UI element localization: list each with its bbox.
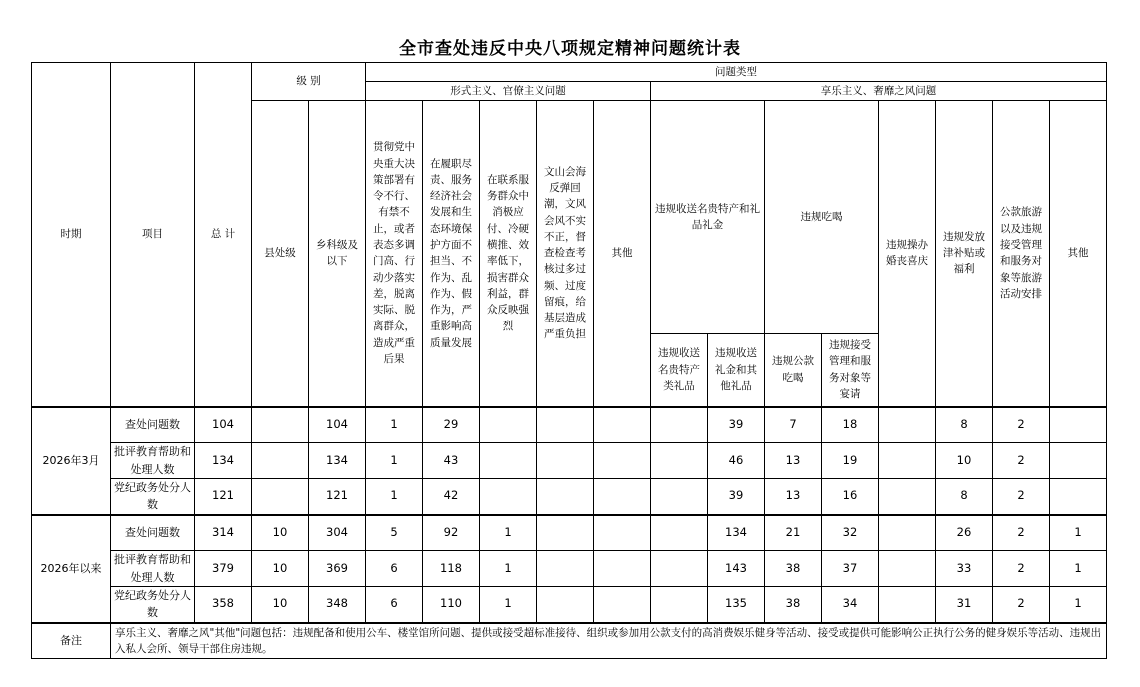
cell-formalism-2: 43 [423, 443, 480, 479]
cell-travel: 2 [993, 515, 1050, 551]
cell-dining-banquet: 37 [822, 551, 879, 587]
cell-dining-banquet: 32 [822, 515, 879, 551]
header-dining-banquet: 违规接受管理和服务对象等宴请 [822, 334, 879, 407]
header-gifts-specialty: 违规收送名贵特产类礼品 [651, 334, 708, 407]
header-wedding: 违规操办婚丧喜庆 [879, 101, 936, 407]
cell-total: 104 [195, 407, 252, 443]
cell-wedding [879, 479, 936, 515]
cell-total: 314 [195, 515, 252, 551]
cell-formalism-4 [537, 515, 594, 551]
cell-travel: 2 [993, 407, 1050, 443]
item-cell: 查处问题数 [111, 407, 195, 443]
cell-formalism-other [594, 407, 651, 443]
cell-gifts-specialty [651, 587, 708, 623]
cell-county-level: 10 [252, 587, 309, 623]
cell-county-level [252, 479, 309, 515]
cell-gifts-cash: 39 [708, 407, 765, 443]
header-item: 项目 [111, 63, 195, 407]
cell-formalism-other [594, 443, 651, 479]
cell-county-level [252, 407, 309, 443]
cell-gifts-cash: 135 [708, 587, 765, 623]
header-formalism-2: 在履职尽责、服务经济社会发展和生态环境保护方面不担当、不作为、乱作为、假作为，严重影响高质量发展 [423, 101, 480, 407]
cell-formalism-3 [480, 443, 537, 479]
cell-formalism-other [594, 551, 651, 587]
table-row [32, 407, 1107, 443]
cell-total: 379 [195, 551, 252, 587]
cell-dining-public: 38 [765, 587, 822, 623]
cell-county-level [252, 443, 309, 479]
cell-formalism-2: 42 [423, 479, 480, 515]
cell-county-level: 10 [252, 551, 309, 587]
cell-subsidy: 31 [936, 587, 993, 623]
item-cell: 查处问题数 [111, 515, 195, 551]
header-gifts: 违规收送名贵特产和礼品礼金 [651, 101, 765, 334]
cell-gifts-specialty [651, 407, 708, 443]
cell-total: 121 [195, 479, 252, 515]
cell-travel: 2 [993, 479, 1050, 515]
cell-hedonism-other: 1 [1050, 515, 1107, 551]
header-gifts-cash: 违规收送礼金和其他礼品 [708, 334, 765, 407]
cell-gifts-cash: 39 [708, 479, 765, 515]
period-cell: 2026年3月 [32, 407, 111, 515]
cell-formalism-1: 1 [366, 443, 423, 479]
cell-total: 358 [195, 587, 252, 623]
cell-formalism-2: 110 [423, 587, 480, 623]
cell-formalism-2: 92 [423, 515, 480, 551]
header-problem-type: 问题类型 [366, 63, 1107, 82]
cell-gifts-cash: 134 [708, 515, 765, 551]
note-text: 享乐主义、奢靡之风"其他"问题包括：违规配备和使用公车、楼堂馆所问题、提供或接受超标准接待、组织或参加用公款支付的高消费娱乐健身等活动、接受或提供可能影响公正执行公务的健身娱乐等活动、违规出入私人会所、领导干部住房违规。 [111, 623, 1107, 659]
cell-formalism-4 [537, 551, 594, 587]
cell-dining-public: 38 [765, 551, 822, 587]
item-cell: 党纪政务处分人数 [111, 587, 195, 623]
data-body [32, 407, 1107, 623]
header-travel: 公款旅游以及违规接受管理和服务对象等旅游活动安排 [993, 101, 1050, 407]
period-cell: 2026年以来 [32, 515, 111, 623]
cell-subsidy: 8 [936, 407, 993, 443]
cell-formalism-1: 5 [366, 515, 423, 551]
cell-formalism-1: 6 [366, 587, 423, 623]
header-dining-public: 违规公款吃喝 [765, 334, 822, 407]
table-row [32, 443, 1107, 479]
cell-gifts-specialty [651, 515, 708, 551]
cell-county-level: 10 [252, 515, 309, 551]
table-row [32, 479, 1107, 515]
cell-township-level: 369 [309, 551, 366, 587]
cell-gifts-cash: 143 [708, 551, 765, 587]
note-label: 备注 [32, 623, 111, 659]
header-formalism-4: 文山会海反弹回潮，文风会风不实不正，督查检查考核过多过频、过度留痕，给基层造成严重负担 [537, 101, 594, 407]
cell-formalism-4 [537, 479, 594, 515]
cell-hedonism-other [1050, 407, 1107, 443]
item-cell: 批评教育帮助和处理人数 [111, 551, 195, 587]
cell-gifts-cash: 46 [708, 443, 765, 479]
cell-travel: 2 [993, 443, 1050, 479]
cell-formalism-other [594, 587, 651, 623]
cell-subsidy: 8 [936, 479, 993, 515]
cell-formalism-3: 1 [480, 515, 537, 551]
cell-formalism-4 [537, 407, 594, 443]
cell-dining-public: 13 [765, 443, 822, 479]
cell-formalism-4 [537, 443, 594, 479]
cell-hedonism-other [1050, 443, 1107, 479]
header-period: 时期 [32, 63, 111, 407]
cell-township-level: 104 [309, 407, 366, 443]
header-dining: 违规吃喝 [765, 101, 879, 334]
cell-subsidy: 33 [936, 551, 993, 587]
cell-formalism-other [594, 479, 651, 515]
page-title: 全市查处违反中央八项规定精神问题统计表 [399, 39, 741, 59]
header-formalism-1: 贯彻党中央重大决策部署有令不行、有禁不止，或者表态多调门高、行动少落实差，脱离实际、脱离群众，造成严重后果 [366, 101, 423, 407]
header-formalism: 形式主义、官僚主义问题 [366, 82, 651, 101]
header-hedonism-other: 其他 [1050, 101, 1107, 407]
cell-wedding [879, 407, 936, 443]
cell-dining-banquet: 18 [822, 407, 879, 443]
cell-wedding [879, 515, 936, 551]
cell-travel: 2 [993, 587, 1050, 623]
cell-dining-public: 7 [765, 407, 822, 443]
cell-township-level: 121 [309, 479, 366, 515]
header-hedonism: 享乐主义、奢靡之风问题 [651, 82, 1107, 101]
header-formalism-3: 在联系服务群众中消极应付、冷硬横推、效率低下，损害群众利益，群众反映强烈 [480, 101, 537, 407]
cell-formalism-1: 1 [366, 407, 423, 443]
header-formalism-other: 其他 [594, 101, 651, 407]
cell-gifts-specialty [651, 551, 708, 587]
cell-formalism-other [594, 515, 651, 551]
cell-dining-public: 21 [765, 515, 822, 551]
statistics-table [31, 62, 1107, 659]
cell-hedonism-other: 1 [1050, 587, 1107, 623]
cell-formalism-2: 29 [423, 407, 480, 443]
header-total: 总 计 [195, 63, 252, 407]
header-subsidy: 违规发放津补贴或福利 [936, 101, 993, 407]
cell-formalism-3 [480, 407, 537, 443]
cell-gifts-specialty [651, 443, 708, 479]
cell-dining-banquet: 16 [822, 479, 879, 515]
header-township-level: 乡科级及以下 [309, 101, 366, 407]
table-row [32, 587, 1107, 623]
cell-formalism-1: 6 [366, 551, 423, 587]
item-cell: 党纪政务处分人数 [111, 479, 195, 515]
header-level: 级 别 [252, 63, 366, 101]
cell-subsidy: 10 [936, 443, 993, 479]
cell-gifts-specialty [651, 479, 708, 515]
cell-total: 134 [195, 443, 252, 479]
cell-formalism-4 [537, 587, 594, 623]
item-cell: 批评教育帮助和处理人数 [111, 443, 195, 479]
table-row [32, 551, 1107, 587]
cell-wedding [879, 551, 936, 587]
cell-hedonism-other [1050, 479, 1107, 515]
cell-wedding [879, 587, 936, 623]
cell-wedding [879, 443, 936, 479]
cell-formalism-1: 1 [366, 479, 423, 515]
cell-dining-banquet: 19 [822, 443, 879, 479]
cell-township-level: 304 [309, 515, 366, 551]
cell-township-level: 134 [309, 443, 366, 479]
cell-township-level: 348 [309, 587, 366, 623]
header-county-level: 县处级 [252, 101, 309, 407]
cell-travel: 2 [993, 551, 1050, 587]
cell-formalism-3: 1 [480, 551, 537, 587]
cell-dining-public: 13 [765, 479, 822, 515]
cell-formalism-3: 1 [480, 587, 537, 623]
cell-formalism-3 [480, 479, 537, 515]
cell-hedonism-other: 1 [1050, 551, 1107, 587]
cell-formalism-2: 118 [423, 551, 480, 587]
cell-subsidy: 26 [936, 515, 993, 551]
table-row [32, 515, 1107, 551]
cell-dining-banquet: 34 [822, 587, 879, 623]
